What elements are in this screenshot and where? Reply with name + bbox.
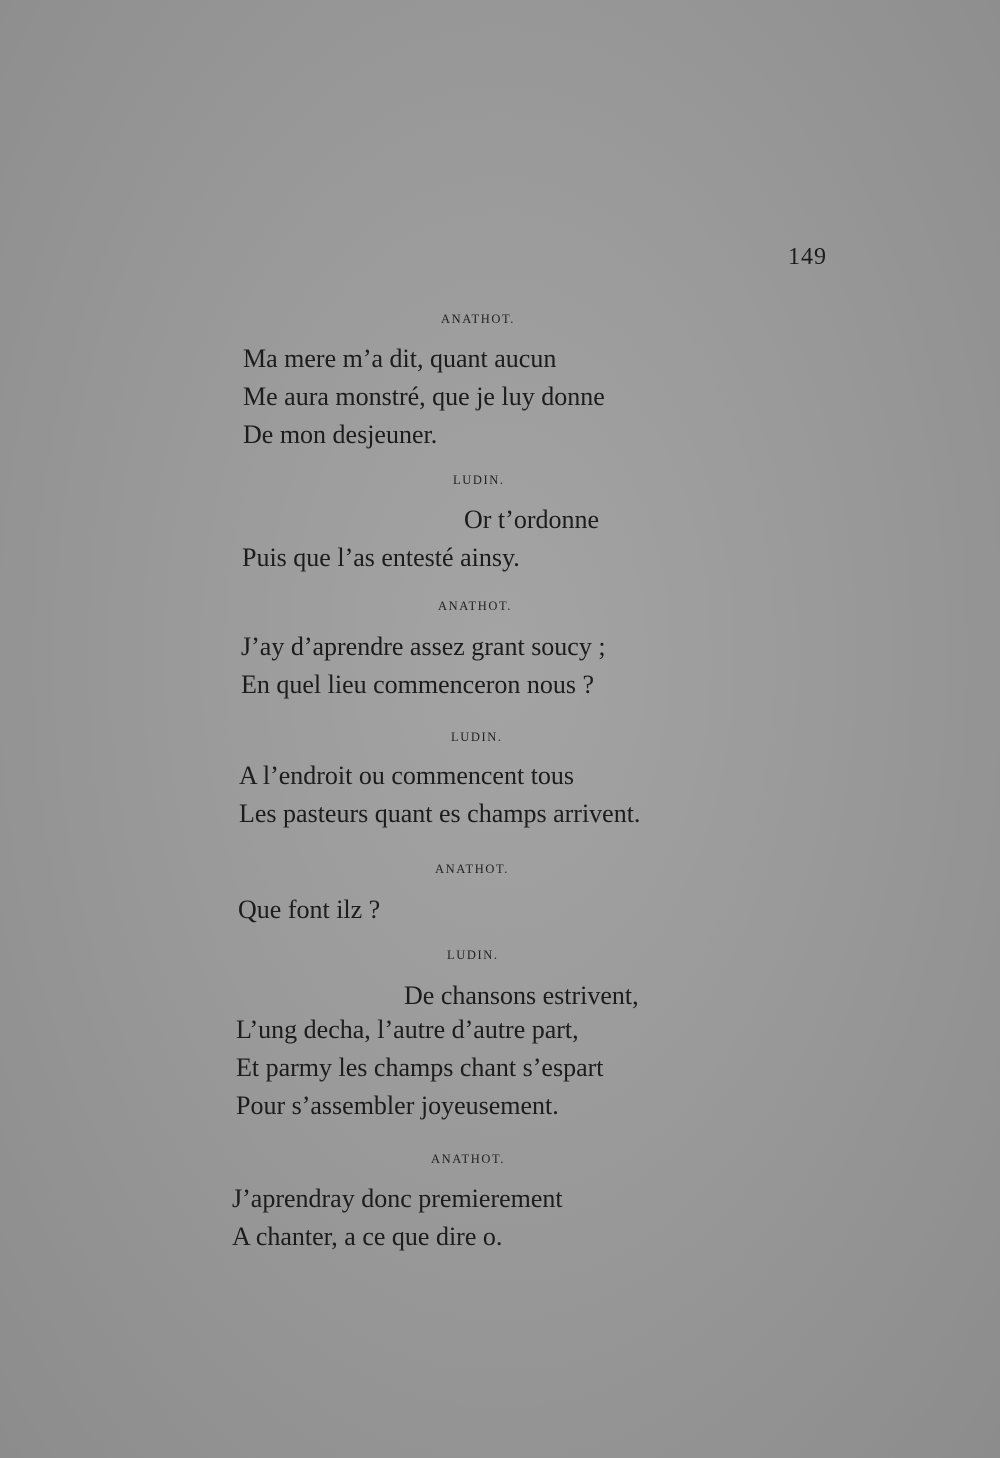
speaker-name: LUDIN. xyxy=(451,730,503,744)
verse-block xyxy=(239,757,640,833)
verse-line: En quel lieu commenceron nous ? xyxy=(241,670,595,699)
verse-line: Les pasteurs quant es champs arrivent. xyxy=(239,799,641,828)
speaker-name: ANATHOT. xyxy=(431,1152,506,1166)
speaker-name: LUDIN. xyxy=(453,473,505,487)
verse-line: Que font ilz ? xyxy=(238,895,381,924)
verse-line: A chanter, a ce que dire o. xyxy=(232,1222,503,1251)
verse-block xyxy=(241,628,606,704)
verse-line: De mon desjeuner. xyxy=(243,420,438,449)
verse-line: L’ung decha, l’autre d’autre part, xyxy=(236,1015,579,1044)
verse-line: Pour s’assembler joyeusement. xyxy=(236,1091,559,1120)
verse-block xyxy=(232,1180,563,1256)
verse-line: De chansons estrivent, xyxy=(404,981,639,1010)
verse-line: Ma mere m’a dit, quant aucun xyxy=(243,344,557,373)
verse-line: A l’endroit ou commencent tous xyxy=(239,761,575,790)
verse-block xyxy=(236,1011,604,1125)
speaker-name: LUDIN. xyxy=(447,948,499,962)
page-number: 149 xyxy=(788,244,827,270)
speaker-name: ANATHOT. xyxy=(435,862,510,876)
speaker-name: ANATHOT. xyxy=(441,312,516,326)
verse-line: J’aprendray donc premierement xyxy=(232,1184,563,1213)
verse-line: Et parmy les champs chant s’espart xyxy=(236,1053,604,1082)
speaker-name: ANATHOT. xyxy=(438,599,513,613)
verse-line: J’ay d’aprendre assez grant soucy ; xyxy=(241,632,606,661)
verse-block xyxy=(243,340,605,454)
verse-line: Me aura monstré, que je luy donne xyxy=(243,382,605,411)
verse-line: Or t’ordonne xyxy=(464,505,600,534)
verse-line: Puis que l’as entesté ainsy. xyxy=(242,543,520,572)
